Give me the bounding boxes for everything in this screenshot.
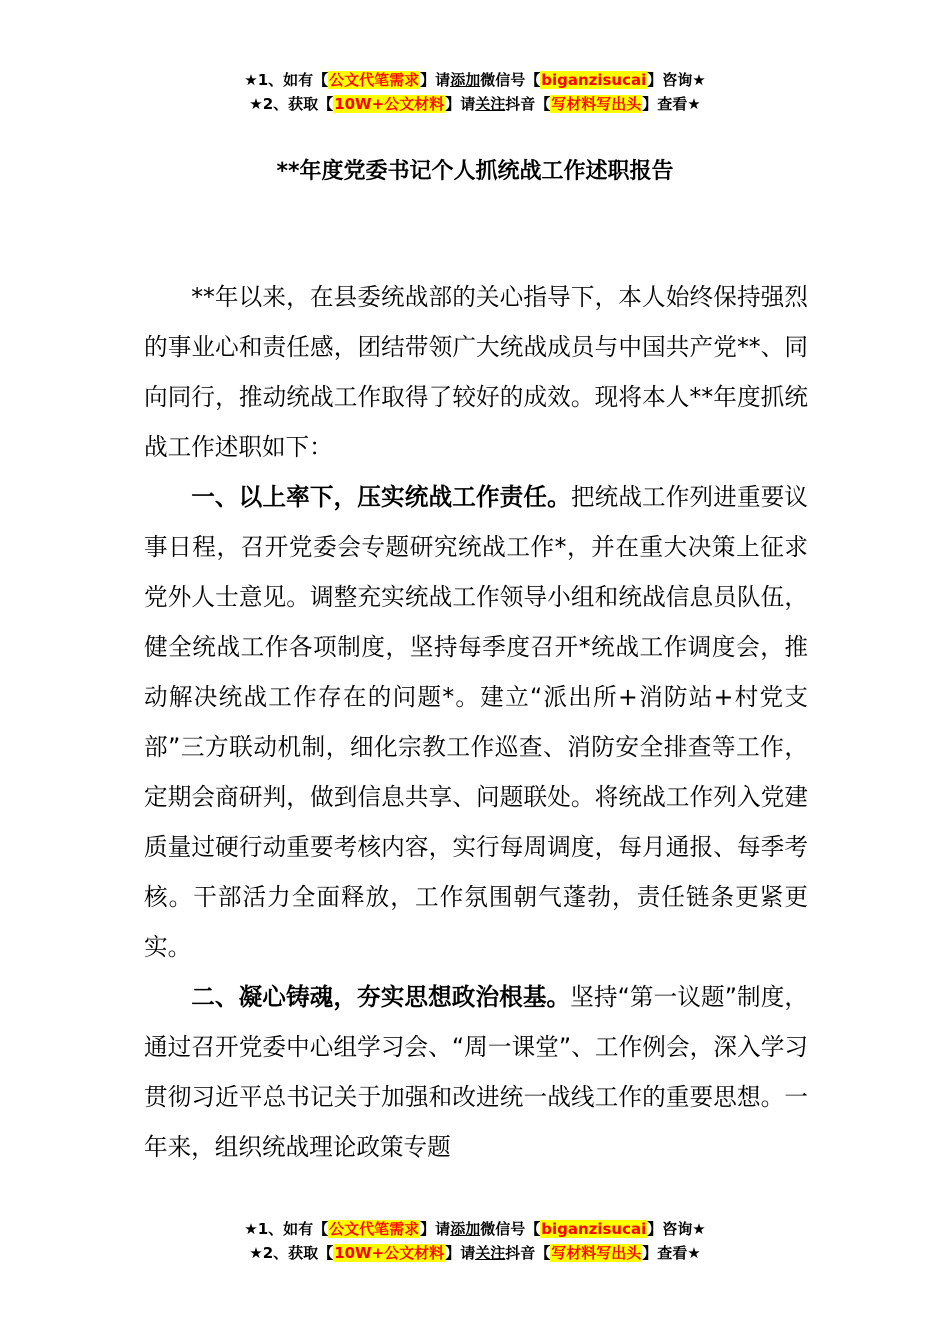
paragraph-section-1 (144, 472, 808, 972)
banner-text: ★2、获取【 (249, 95, 334, 113)
banner-text: ★2、获取【 (249, 1244, 334, 1262)
paragraph-text: 把统战工作列进重要议事日程，召开党委会专题研究统战工作*，并在重大决策上征求党外人士意见。调整充实统战工作领导小组和统战信息员队伍，健全统战工作各项制度，坚持每季度召开*统战工作调度会，推动解决统战工作存在的问题*。建立“派出所+消防站+村党支部”三方联动机制，细化宗教工作巡查、消防安全排查等工作，定期会商研判，做到信息共享、问题联处。将统战工作列入党建质量过硬行动重要考核内容，实行每周调度，每月通报、每季考核。干部活力全面释放，工作氛围朝气蓬勃，责任链条更紧更实。 (144, 483, 809, 961)
banner-text: 】请 (445, 95, 476, 113)
banner-underlined-text: 添加 (450, 71, 481, 89)
document-body (144, 272, 808, 1172)
banner-underlined-text: 关注 (475, 95, 506, 113)
header-banner (0, 68, 950, 116)
paragraph-intro (144, 272, 808, 472)
banner-line-2 (0, 1241, 950, 1265)
highlight-wechat-id: biganzisucai (541, 1220, 647, 1238)
highlight-ghostwriting: 公文代笔需求 (329, 71, 420, 89)
document-title: **年度党委书记个人抓统战工作述职报告 (276, 159, 674, 184)
banner-line-1 (0, 1217, 950, 1241)
banner-underlined-text: 关注 (475, 1244, 506, 1262)
banner-line-2 (0, 92, 950, 116)
banner-text: 微信号【 (480, 1220, 541, 1238)
banner-text: 】咨询★ (647, 1220, 706, 1238)
banner-text: 】请 (445, 1244, 476, 1262)
banner-text: 】请 (420, 1220, 451, 1238)
footer-banner (0, 1217, 950, 1265)
banner-text: 】查看★ (642, 1244, 701, 1262)
highlight-douyin-account: 写材料写出头 (551, 95, 642, 113)
banner-text: ★1、如有【 (244, 1220, 329, 1238)
highlight-wechat-id: biganzisucai (541, 71, 647, 89)
banner-text: 抖音【 (505, 1244, 551, 1262)
section-heading: 二、凝心铸魂，夯实思想政治根基。 (191, 983, 571, 1011)
highlight-materials: 10W+公文材料 (334, 1244, 445, 1262)
paragraph-text: **年以来，在县委统战部的关心指导下，本人始终保持强烈的事业心和责任感，团结带领广大统战成员与中国共产党**、同向同行，推动统战工作取得了较好的成效。现将本人**年度抓统战工作述职如下： (144, 283, 808, 461)
banner-text: ★1、如有【 (244, 71, 329, 89)
paragraph-text: 坚持“第一议题”制度，通过召开党委中心组学习会、“周一课堂”、工作例会，深入学习贯彻习近平总书记关于加强和改进统一战线工作的重要思想。一年来，组织统战理论政策专题 (144, 983, 808, 1161)
banner-text: 抖音【 (505, 95, 551, 113)
banner-underlined-text: 添加 (450, 1220, 481, 1238)
banner-text: 】查看★ (642, 95, 701, 113)
highlight-ghostwriting: 公文代笔需求 (329, 1220, 420, 1238)
banner-text: 】咨询★ (647, 71, 706, 89)
highlight-materials: 10W+公文材料 (334, 95, 445, 113)
paragraph-section-2 (144, 972, 808, 1172)
highlight-douyin-account: 写材料写出头 (551, 1244, 642, 1262)
banner-text: 微信号【 (480, 71, 541, 89)
banner-text: 】请 (420, 71, 451, 89)
banner-line-1 (0, 68, 950, 92)
section-heading: 一、以上率下，压实统战工作责任。 (191, 483, 571, 511)
